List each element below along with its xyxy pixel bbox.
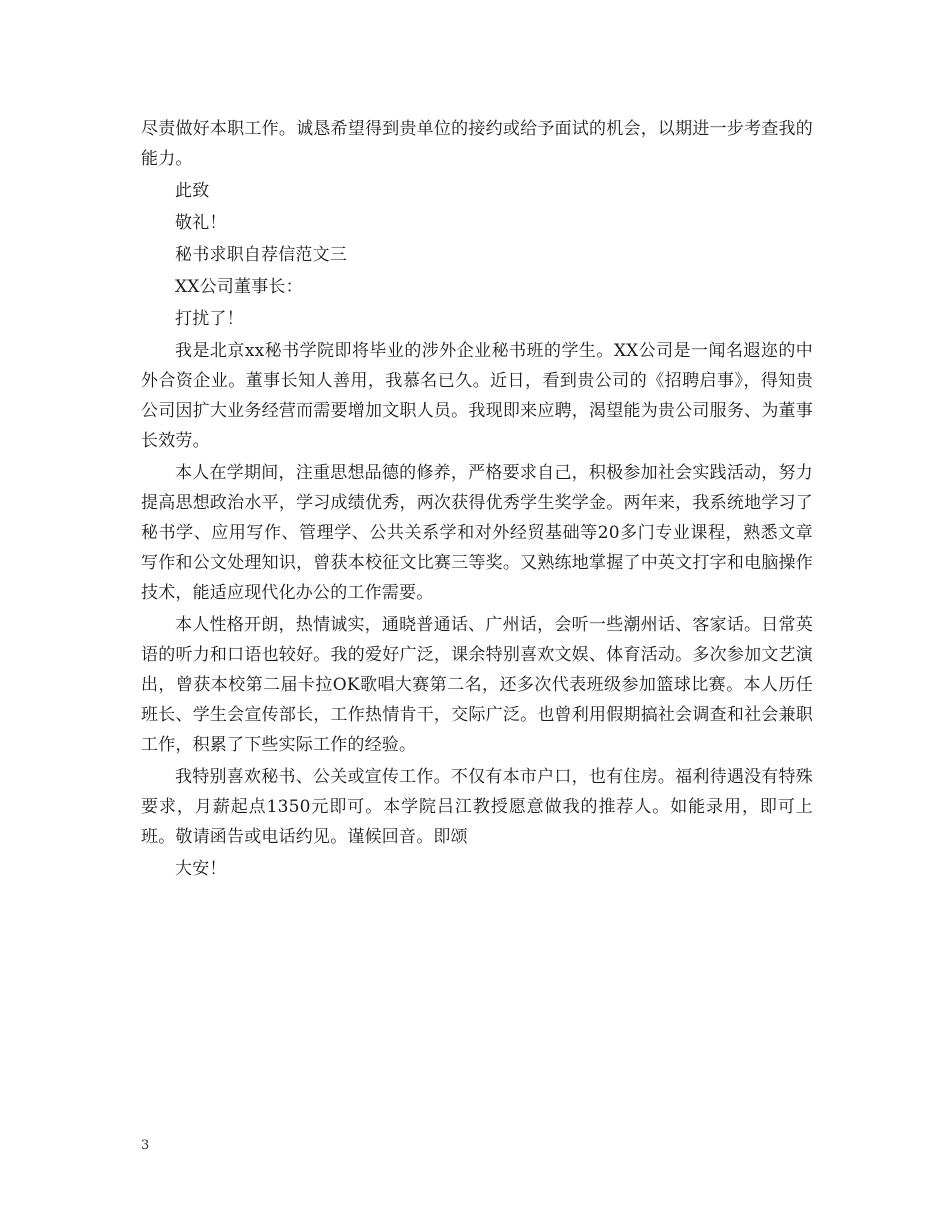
document-body bbox=[141, 114, 813, 886]
page-number: 3 bbox=[141, 1138, 150, 1153]
paragraph: 我是北京xx秘书学院即将毕业的涉外企业秘书班的学生。XX公司是一闻名遐迩的中外合资企业。董事长知人善用，我慕名已久。近日，看到贵公司的《招聘启事》，得知贵公司因扩大业务经营而需要增加文职人员。我现即来应聘，渴望能为贵公司服务、为董事长效劳。 bbox=[141, 341, 813, 451]
letter-closing: 大安！ bbox=[175, 859, 227, 879]
closing-respect: 敬礼！ bbox=[175, 213, 227, 233]
section-title: 秘书求职自荐信范文三 bbox=[175, 245, 347, 265]
paragraph: 本人性格开朗，热情诚实，通晓普通话、广州话，会听一些潮州话、客家话。日常英语的听力和口语也较好。我的爱好广泛，课余特别喜欢文娱、体育活动。多次参加文艺演出，曾获本校第二届卡拉OK歌唱大赛第二名，还多次代表班级参加篮球比赛。本人历任班长、学生会宣传部长，工作热情肯干，交际广泛。也曾利用假期搞社会调查和社会兼职工作，积累了下些实际工作的经验。 bbox=[141, 615, 813, 755]
paragraph: 本人在学期间，注重思想品德的修养，严格要求自己，积极参加社会实践活动，努力提高思想政治水平，学习成绩优秀，两次获得优秀学生奖学金。两年来，我系统地学习了秘书学、应用写作、管理学、公共关系学和对外经贸基础等20多门专业课程，熟悉文章写作和公文处理知识，曾获本校征文比赛三等奖。又熟练地掌握了中英文打字和电脑操作技术，能适应现代化办公的工作需要。 bbox=[141, 463, 813, 603]
paragraph: 尽责做好本职工作。诚恳希望得到贵单位的接约或给予面试的机会，以期进一步考查我的能力。 bbox=[141, 119, 813, 169]
closing-salutation: 此致 bbox=[175, 181, 210, 201]
letter-greeting: 打扰了！ bbox=[175, 309, 244, 329]
paragraph: 我特别喜欢秘书、公关或宣传工作。不仅有本市户口，也有住房。福利待遇没有特殊要求，月薪起点1350元即可。本学院吕江教授愿意做我的推荐人。如能录用，即可上班。敬请函告或电话约见。谨候回音。即颂 bbox=[141, 767, 813, 847]
letter-addressee: XX公司董事长： bbox=[175, 277, 303, 297]
